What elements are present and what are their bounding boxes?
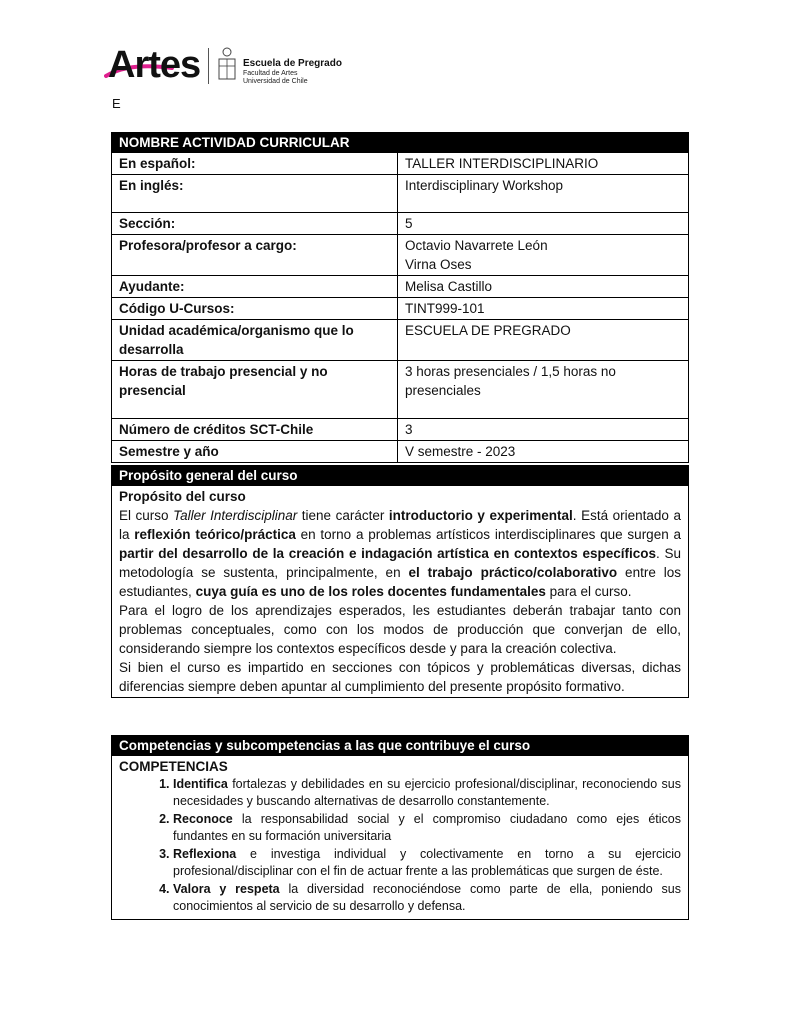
school-name: Escuela de Pregrado: [243, 58, 342, 69]
purpose-paragraph-1: [119, 506, 681, 601]
row-value: 3: [398, 419, 689, 441]
logo-divider: [208, 48, 209, 84]
row-label: Unidad académica/organismo que lo desarrolla: [112, 320, 398, 361]
competency-verb: Reflexiona: [173, 847, 237, 861]
row-label: Ayudante:: [112, 276, 398, 298]
list-item: [173, 811, 681, 844]
professor-2: Virna Oses: [405, 257, 472, 272]
professor-1: Octavio Navarrete León: [405, 238, 548, 253]
competency-text: la responsabilidad social y el compromiso ciudadano como ejes éticos fundantes en su formación universitaria: [173, 812, 681, 843]
row-label: Sección:: [112, 213, 398, 235]
table-row: [112, 441, 689, 463]
row-label: Número de créditos SCT-Chile: [112, 419, 398, 441]
page-mark: E: [112, 96, 121, 111]
competencies-table: [111, 735, 689, 920]
purpose-text-run: entre los estudiantes,: [119, 565, 681, 599]
table-row: [112, 153, 689, 175]
purpose-text-run: El curso: [119, 508, 174, 523]
faculty-name: Facultad de Artes: [243, 70, 298, 77]
purpose-paragraph-3: Si bien el curso es impartido en secciones con tópicos y problemáticas diversas, dichas diferencias siempre deben apuntar al cumplimiento del presente propósito formativo.: [119, 660, 681, 694]
university-seal-icon: [216, 46, 238, 84]
row-value: ESCUELA DE PREGRADO: [398, 320, 689, 361]
row-label: Horas de trabajo presencial y no presencial: [112, 361, 398, 419]
table-row: [112, 235, 689, 276]
purpose-text-run: Taller Interdisciplinar: [173, 508, 298, 523]
row-value: 3 horas presenciales / 1,5 horas no presenciales: [398, 361, 689, 419]
competency-text: fortalezas y debilidades en su ejercicio profesional/disciplinar, reconociendo sus necesidades y buscando alternativas de desarrollo constantemente.: [173, 777, 681, 808]
row-value: 5: [398, 213, 689, 235]
row-value: Melisa Castillo: [398, 276, 689, 298]
purpose-text-run: introductorio y experimental: [388, 508, 573, 523]
table-row: [112, 213, 689, 235]
row-value: [398, 235, 689, 276]
purpose-text-run: en torno a problemas artísticos interdisciplinares que surgen a: [295, 527, 681, 542]
competency-verb: Valora y respeta: [173, 882, 280, 896]
row-label: Profesora/profesor a cargo:: [112, 235, 398, 276]
competency-verb: Reconoce: [173, 812, 233, 826]
competency-text: la diversidad reconociéndose como parte de ella, poniendo sus conocimientos al servicio de su desarrollo y defensa.: [173, 882, 681, 913]
purpose-text-run: cuya guía es uno de los roles docentes fundamentales: [195, 584, 546, 599]
table-row: [112, 419, 689, 441]
purpose-text-run: para el curso.: [545, 584, 632, 599]
row-value: Interdisciplinary Workshop: [398, 175, 689, 213]
purpose-text-run: reflexión teórico/práctica: [134, 527, 296, 542]
list-item: [173, 881, 681, 914]
row-label: En español:: [112, 153, 398, 175]
purpose-text-run: partir del desarrollo de la creación e indagación artística en contextos específicos: [119, 546, 657, 561]
row-value: TALLER INTERDISCIPLINARIO: [398, 153, 689, 175]
row-value: TINT999-101: [398, 298, 689, 320]
row-label: En inglés:: [112, 175, 398, 213]
faculty-lines: [243, 70, 308, 86]
table-row: [112, 276, 689, 298]
competency-verb: Identifica: [173, 777, 228, 791]
row-value: V semestre - 2023: [398, 441, 689, 463]
competencies-subtitle: COMPETENCIAS: [119, 759, 228, 774]
purpose-table-header: Propósito general del curso: [112, 466, 689, 486]
table-row: [112, 298, 689, 320]
artes-logo: [108, 46, 368, 88]
university-name: Universidad de Chile: [243, 78, 308, 85]
competencies-body: [112, 756, 689, 920]
table-row: [112, 320, 689, 361]
row-label: Código U-Cursos:: [112, 298, 398, 320]
activity-table: [111, 132, 689, 463]
purpose-table: [111, 465, 689, 698]
table-row: [112, 175, 689, 213]
purpose-text-run: el trabajo práctico/colaborativo: [408, 565, 618, 580]
purpose-body: [112, 486, 689, 698]
competency-text: e investiga individual y colectivamente en torno a su ejercicio profesional/disciplinar con el fin de actuar frente a las problemáticas que surgen de éste.: [173, 847, 681, 878]
purpose-subtitle: Propósito del curso: [119, 489, 246, 504]
list-item: [173, 776, 681, 809]
purpose-text-run: . Su metodología se sustenta, principalmente, en: [119, 546, 682, 580]
logo-text: Artes: [108, 44, 201, 86]
list-item: [173, 846, 681, 879]
competencies-list: [119, 776, 681, 914]
purpose-paragraph-2: Para el logro de los aprendizajes esperados, les estudiantes deberán trabajar tanto con problemas conceptuales, como con los modos de producción que converjan de ello, considerando siempre los contextos específicos desde y para la creación colectiva.: [119, 603, 681, 656]
row-label: Semestre y año: [112, 441, 398, 463]
competencies-table-header: Competencias y subcompetencias a las que contribuye el curso: [112, 736, 689, 756]
table-row: [112, 361, 689, 419]
purpose-text-run: tiene carácter: [297, 508, 389, 523]
purpose-text-run: . Está orientado a la: [119, 508, 681, 542]
activity-table-header: NOMBRE ACTIVIDAD CURRICULAR: [112, 133, 689, 153]
